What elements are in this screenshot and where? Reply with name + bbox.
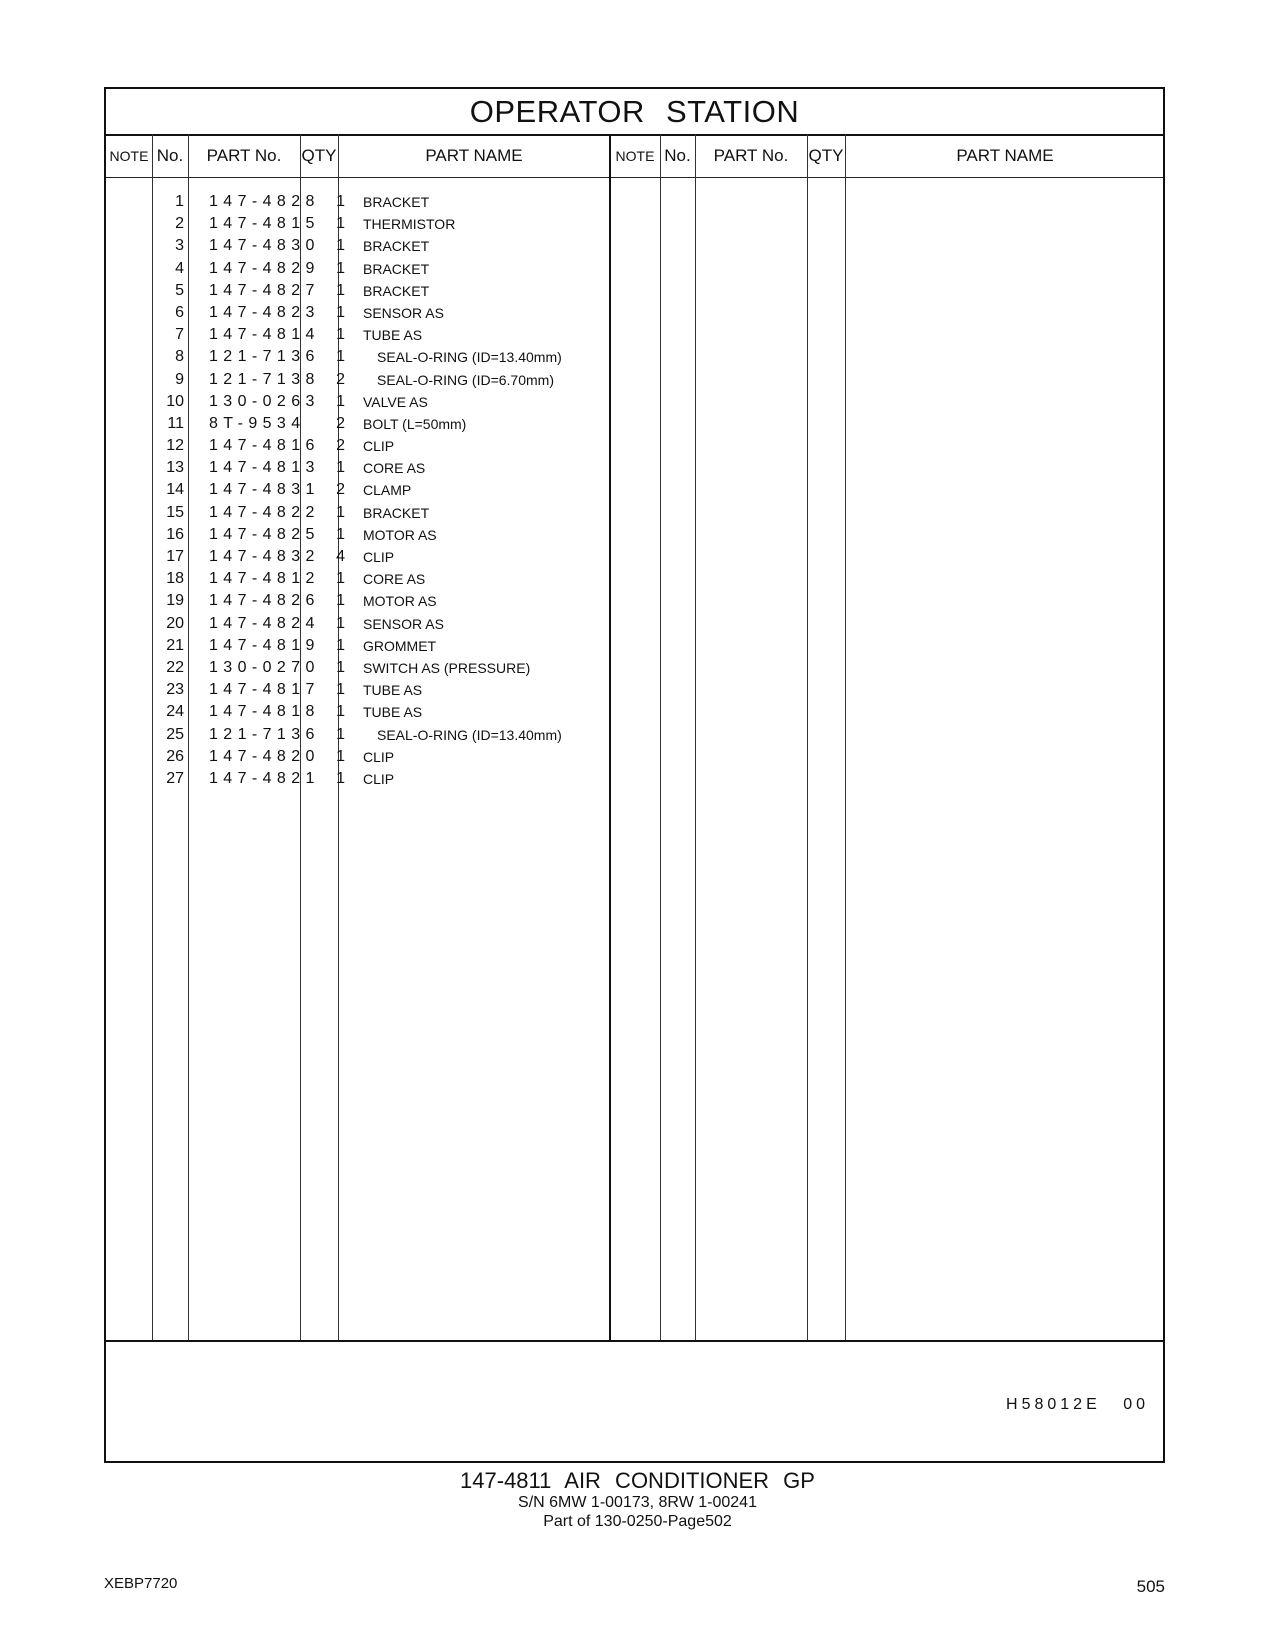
part-item-number: 2 <box>175 215 184 233</box>
part-number: 147-4817 <box>209 681 320 699</box>
part-item-number: 15 <box>166 503 184 521</box>
part-name: CORE AS <box>363 460 426 477</box>
part-quantity: 1 <box>336 703 345 721</box>
part-number: 147-4821 <box>209 769 320 787</box>
parts-list-rows <box>106 191 626 790</box>
parts-list-frame <box>104 87 1165 1463</box>
header-note-right: NOTE <box>615 148 655 164</box>
part-name: BRACKET <box>363 282 430 299</box>
part-item-number: 21 <box>166 636 184 654</box>
part-name: TUBE AS <box>363 327 423 344</box>
part-name: CLIP <box>363 770 395 787</box>
parts-list-row <box>106 435 626 457</box>
parts-list-row <box>106 191 626 213</box>
parts-list-row <box>106 324 626 346</box>
column-divider <box>660 134 661 1340</box>
parts-list-row <box>106 302 626 324</box>
part-name: MOTOR AS <box>363 526 437 543</box>
part-number: 147-4814 <box>209 326 320 344</box>
part-name: BOLT (L=50mm) <box>363 415 467 432</box>
group-title: 147-4811 AIR CONDITIONER GP <box>460 1468 815 1493</box>
part-name: CLIP <box>363 438 395 455</box>
parts-list-row <box>106 479 626 501</box>
part-quantity: 1 <box>336 215 345 233</box>
part-number: 147-4831 <box>209 481 320 499</box>
part-name: TUBE AS <box>363 682 423 699</box>
part-name: CORE AS <box>363 571 426 588</box>
part-quantity: 1 <box>336 525 345 543</box>
part-number: 147-4830 <box>209 237 320 255</box>
part-name: SEAL-O-RING (ID=6.70mm) <box>377 371 554 388</box>
header-part-name-right: PART NAME <box>956 146 1054 165</box>
parts-list-row <box>106 524 626 546</box>
part-item-number: 4 <box>175 259 184 277</box>
part-item-number: 9 <box>175 370 184 388</box>
part-quantity: 1 <box>336 592 345 610</box>
part-quantity: 1 <box>336 636 345 654</box>
part-item-number: 22 <box>166 658 184 676</box>
page-number: 505 <box>1136 1577 1165 1596</box>
part-number: 147-4815 <box>209 215 320 233</box>
part-name: VALVE AS <box>363 393 428 410</box>
part-quantity: 2 <box>336 414 345 432</box>
part-name: BRACKET <box>363 238 430 255</box>
part-number: 121-7138 <box>209 370 320 388</box>
part-quantity: 1 <box>336 392 345 410</box>
part-number: 147-4828 <box>209 193 320 210</box>
part-number: 147-4826 <box>209 592 320 610</box>
part-quantity: 2 <box>336 437 345 455</box>
part-number: 130-0270 <box>209 658 320 676</box>
part-number: 147-4822 <box>209 503 320 521</box>
header-no-left: No. <box>156 146 184 165</box>
part-quantity: 1 <box>336 658 345 676</box>
part-number: 121-7136 <box>209 725 320 743</box>
part-quantity: 1 <box>336 326 345 344</box>
part-quantity: 2 <box>336 481 345 499</box>
parts-list-row <box>106 502 626 524</box>
parts-list-row <box>106 213 626 235</box>
part-number: 147-4823 <box>209 303 320 321</box>
header-part-no-right: PART No. <box>713 146 789 165</box>
part-number: 8T-9534 <box>209 414 306 432</box>
part-item-number: 8 <box>175 348 184 366</box>
part-name: SENSOR AS <box>363 304 444 321</box>
parts-list-row <box>106 413 626 435</box>
part-quantity: 1 <box>336 459 345 477</box>
part-item-number: 18 <box>166 570 184 588</box>
part-quantity: 1 <box>336 725 345 743</box>
part-quantity: 1 <box>336 570 345 588</box>
part-quantity: 1 <box>336 281 345 299</box>
parts-list-row <box>106 369 626 391</box>
parts-list-row <box>106 613 626 635</box>
part-name: SWITCH AS (PRESSURE) <box>363 659 531 676</box>
part-name: TUBE AS <box>363 704 423 721</box>
part-item-number: 7 <box>175 326 184 344</box>
part-item-number: 3 <box>175 237 184 255</box>
parts-list-row <box>106 457 626 479</box>
part-number: 147-4829 <box>209 259 320 277</box>
part-number: 147-4827 <box>209 281 320 299</box>
part-quantity: 1 <box>336 503 345 521</box>
part-quantity: 1 <box>336 769 345 787</box>
part-item-number: 6 <box>175 303 184 321</box>
part-name: MOTOR AS <box>363 593 437 610</box>
part-item-number: 27 <box>166 769 184 787</box>
part-name: BRACKET <box>363 194 430 210</box>
part-name: GROMMET <box>363 637 437 654</box>
column-divider <box>695 134 696 1340</box>
part-name: SEAL-O-RING (ID=13.40mm) <box>377 726 562 743</box>
header-qty-left: QTY <box>301 146 337 165</box>
parts-list-row <box>106 746 626 768</box>
header-note-left: NOTE <box>109 148 149 164</box>
part-item-number: 11 <box>167 414 184 432</box>
parts-list-row <box>106 768 626 790</box>
part-number: 147-4816 <box>209 437 320 455</box>
part-item-number: 24 <box>166 703 184 721</box>
header-part-name-left: PART NAME <box>425 146 523 165</box>
part-item-number: 23 <box>166 681 184 699</box>
part-item-number: 19 <box>166 592 184 610</box>
part-name: SENSOR AS <box>363 615 444 632</box>
part-number: 147-4824 <box>209 614 320 632</box>
part-item-number: 10 <box>166 392 184 410</box>
part-item-number: 26 <box>166 747 184 765</box>
part-quantity: 4 <box>336 548 345 565</box>
parts-list-row <box>106 724 626 746</box>
publication-number: XEBP7720 <box>104 1575 178 1592</box>
header-no-right: No. <box>664 146 691 165</box>
parts-list-row <box>106 568 626 590</box>
part-name: THERMISTOR <box>363 216 456 233</box>
parts-list-row <box>106 546 626 568</box>
parts-list-row <box>106 635 626 657</box>
part-item-number: 5 <box>175 281 184 299</box>
part-name: SEAL-O-RING (ID=13.40mm) <box>377 349 562 366</box>
parts-list-row <box>106 657 626 679</box>
part-name: CLIP <box>363 748 395 765</box>
part-quantity: 1 <box>336 681 345 699</box>
part-item-number: 25 <box>166 725 184 743</box>
part-quantity: 2 <box>336 370 345 388</box>
part-number: 147-4825 <box>209 525 320 543</box>
parts-list-row <box>106 701 626 723</box>
header-divider <box>106 177 1163 178</box>
serial-number-range: S/N 6MW 1-00173, 8RW 1-00241 <box>518 1494 757 1511</box>
parts-list-row <box>106 679 626 701</box>
part-quantity: 1 <box>336 614 345 632</box>
part-quantity: 1 <box>336 348 345 366</box>
part-item-number: 12 <box>166 437 184 455</box>
part-quantity: 1 <box>336 193 345 210</box>
part-name: BRACKET <box>363 260 430 277</box>
parts-list-row <box>106 235 626 257</box>
part-quantity: 1 <box>336 303 345 321</box>
column-divider <box>845 134 846 1340</box>
part-number: 147-4818 <box>209 703 320 721</box>
part-name: BRACKET <box>363 504 430 521</box>
part-number: 121-7136 <box>209 348 320 366</box>
part-name: CLAMP <box>363 482 412 499</box>
part-number: 147-4820 <box>209 747 320 765</box>
column-divider <box>807 134 808 1340</box>
part-item-number: 16 <box>166 525 184 543</box>
part-number: 130-0263 <box>209 392 320 410</box>
part-quantity: 1 <box>336 237 345 255</box>
parts-list-row <box>106 590 626 612</box>
header-part-no-left: PART No. <box>206 146 282 165</box>
parts-list-row <box>106 391 626 413</box>
part-number: 147-4813 <box>209 459 320 477</box>
part-item-number: 1 <box>175 193 184 210</box>
part-name: CLIP <box>363 549 395 565</box>
document-id: H58012E 00 <box>1006 1396 1149 1413</box>
page-title: OPERATOR STATION <box>106 89 1163 136</box>
footer-divider <box>106 1340 1163 1342</box>
part-number: 147-4832 <box>209 548 320 565</box>
header-qty-right: QTY <box>808 146 844 165</box>
part-item-number: 20 <box>166 614 184 632</box>
parts-list-row <box>106 346 626 368</box>
parts-list-row <box>106 258 626 280</box>
part-item-number: 14 <box>166 481 184 499</box>
part-number: 147-4812 <box>209 570 320 588</box>
part-number: 147-4819 <box>209 636 320 654</box>
parent-reference: Part of 130-0250-Page502 <box>543 1513 732 1530</box>
part-quantity: 1 <box>336 259 345 277</box>
part-quantity: 1 <box>336 747 345 765</box>
part-item-number: 13 <box>166 459 184 477</box>
part-item-number: 17 <box>166 548 184 565</box>
parts-list-row <box>106 280 626 302</box>
